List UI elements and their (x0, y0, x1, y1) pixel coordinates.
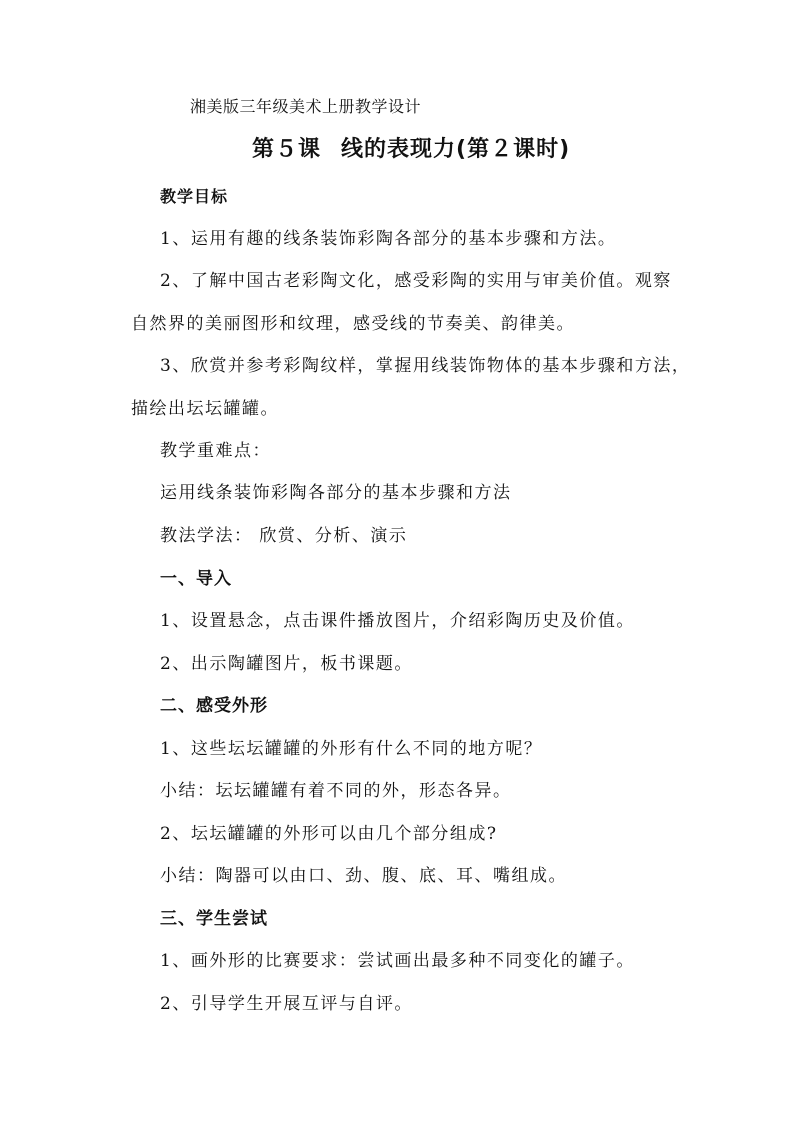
objective-item-3-line-2: 描绘出坛坛罐罐。 (131, 399, 279, 419)
section-2-summary-1: 小结：坛坛罐罐有着不同的外，形态各异。 (160, 781, 512, 801)
section-2-item-2: 2、坛坛罐罐的外形可以由几个部分组成? (160, 824, 498, 844)
document-header: 湘美版三年级美术上册教学设计 (190, 97, 422, 116)
section-3-item-1: 1、画外形的比赛要求：尝试画出最多种不同变化的罐子。 (160, 951, 635, 971)
section-2-summary-2: 小结：陶器可以由口、劲、腹、底、耳、嘴组成。 (160, 866, 567, 886)
section-3-heading: 三、学生尝试 (160, 909, 268, 929)
objective-item-3-line-1: 3、欣赏并参考彩陶纹样，掌握用线装饰物体的基本步骤和方法， (160, 356, 691, 376)
lesson-number: 第５课 (252, 137, 322, 162)
objective-item-1: 1、运用有趣的线条装饰彩陶各部分的基本步骤和方法。 (160, 229, 617, 249)
section-3-item-2: 2、引导学生开展互评与自评。 (160, 994, 413, 1014)
section-2-item-1: 1、这些坛坛罐罐的外形有什么不同的地方呢？ (160, 739, 543, 759)
key-points-text: 运用线条装饰彩陶各部分的基本步骤和方法 (160, 483, 512, 503)
section-1-item-2: 2、出示陶罐图片，板书课题。 (160, 654, 413, 674)
objective-item-2-line-2: 自然界的美丽图形和纹理，感受线的节奏美、韵律美。 (131, 314, 575, 334)
key-points-label: 教学重难点： (160, 441, 271, 461)
objectives-heading: 教学目标 (160, 187, 229, 206)
objective-item-2-line-1: 2、了解中国古老彩陶文化，感受彩陶的实用与审美价值。观察 (160, 271, 672, 291)
section-1-item-1: 1、设置悬念，点击课件播放图片，介绍彩陶历史及价值。 (160, 611, 635, 631)
teaching-methods: 教法学法： 欣赏、分析、演示 (160, 526, 408, 546)
page-title (252, 135, 570, 165)
section-2-heading: 二、感受外形 (160, 696, 268, 716)
section-1-heading: 一、导入 (160, 569, 232, 589)
lesson-name: 线的表现力(第２课时) (341, 137, 571, 162)
